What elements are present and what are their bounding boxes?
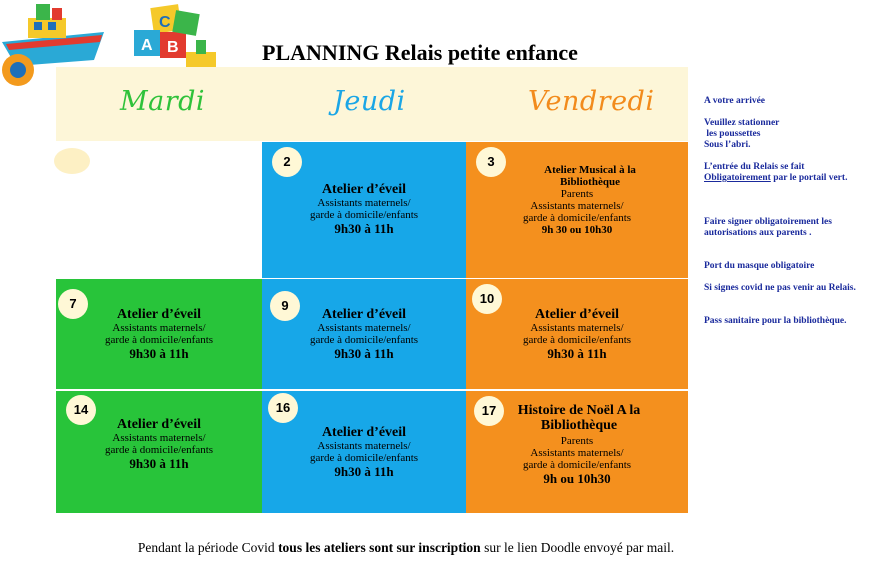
activity-title: Atelier d’éveil	[321, 425, 407, 440]
footer-note	[0, 540, 812, 556]
activity-audience: garde à domicile/enfants	[309, 334, 419, 346]
day-label-vendredi: Vendredi	[528, 86, 655, 117]
note-mask: Port du masque obligatoire	[704, 261, 815, 271]
svg-text:B: B	[167, 39, 179, 56]
activity-audience: Assistants maternels/	[317, 197, 411, 209]
activity-time: 9h30 à 11h	[129, 346, 189, 361]
note-covid: Si signes covid ne pas venir au Relais.	[704, 283, 856, 293]
activity-audience: garde à domicile/enfants	[522, 334, 632, 346]
activity-time: 9h30 à 11h	[334, 346, 394, 361]
note-line: les poussettes	[704, 129, 761, 139]
activity-title: Atelier d’éveil	[116, 307, 202, 322]
note-arrival: A votre arrivée	[704, 96, 766, 106]
activity-audience: Parents	[560, 188, 594, 200]
day-number-badge: 3	[476, 147, 506, 177]
activity-audience: Assistants maternels/	[317, 440, 411, 452]
calendar-cell	[262, 142, 466, 278]
activity-title: Atelier Musical à la Bibliothèque	[544, 164, 636, 188]
note-parking	[704, 118, 864, 151]
activity-audience: Assistants maternels/	[112, 432, 206, 444]
svg-text:C: C	[159, 14, 171, 31]
activity-audience: garde à domicile/enfants	[522, 212, 632, 224]
day-label-jeudi: Jeudi	[333, 86, 406, 117]
activity-title: Histoire de Noël A la Bibliothèque	[517, 403, 641, 433]
activity-time: 9h30 à 11h	[334, 221, 394, 236]
day-number-badge: 10	[472, 284, 502, 314]
activity-time: 9h ou 10h30	[543, 471, 611, 486]
footer-text: sur le lien Doodle envoyé par mail.	[480, 540, 675, 555]
activity-audience: garde à domicile/enfants	[104, 444, 214, 456]
day-number-badge: 17	[474, 396, 504, 426]
activity-audience: Parents	[560, 435, 594, 447]
activity-title: Atelier d’éveil	[534, 307, 620, 322]
note-line: Veuillez stationner	[704, 118, 780, 128]
activity-title: Atelier d’éveil	[321, 182, 407, 197]
calendar-cell	[466, 279, 688, 389]
day-label-mardi: Mardi	[120, 86, 206, 117]
decorative-blob	[54, 148, 90, 174]
note-entry	[704, 162, 864, 184]
svg-text:A: A	[141, 37, 153, 54]
note-line: L’entrée du Relais se fait	[704, 162, 805, 172]
activity-time: 9h30 à 11h	[547, 346, 607, 361]
day-number-badge: 9	[270, 291, 300, 321]
activity-audience: garde à domicile/enfants	[309, 452, 419, 464]
note-line: par le portail vert.	[770, 173, 848, 183]
calendar-cell	[56, 279, 262, 389]
day-number-badge: 14	[66, 395, 96, 425]
activity-audience: Assistants maternels/	[530, 447, 624, 459]
activity-audience: Assistants maternels/	[112, 322, 206, 334]
activity-audience: Assistants maternels/	[530, 322, 624, 334]
note-authorisations: Faire signer obligatoirement les autorisations aux parents .	[704, 217, 832, 238]
note-pass: Pass sanitaire pour la bibliothèque.	[704, 316, 847, 326]
activity-audience: Assistants maternels/	[530, 200, 624, 212]
activity-time: 9h30 à 11h	[334, 464, 394, 479]
calendar-cell	[56, 391, 262, 513]
footer-emphasis: tous les ateliers sont sur inscription	[278, 540, 481, 555]
page-title: PLANNING Relais petite enfance	[262, 40, 578, 65]
activity-audience: garde à domicile/enfants	[309, 209, 419, 221]
calendar-cell	[466, 391, 688, 513]
day-number-badge: 2	[272, 147, 302, 177]
day-number-badge: 16	[268, 393, 298, 423]
activity-time: 9h30 à 11h	[129, 456, 189, 471]
activity-audience: Assistants maternels/	[317, 322, 411, 334]
note-line: Sous l’abri.	[704, 140, 751, 150]
activity-title: Atelier d’éveil	[116, 417, 202, 432]
activity-title: Atelier d’éveil	[321, 307, 407, 322]
note-emphasis: Obligatoirement	[704, 173, 771, 183]
activity-audience: garde à domicile/enfants	[522, 459, 632, 471]
calendar-cell	[466, 142, 688, 278]
footer-text: Pendant la période Covid	[137, 540, 279, 555]
activity-audience: garde à domicile/enfants	[104, 334, 214, 346]
activity-time: 9h 30 ou 10h30	[541, 224, 613, 236]
day-number-badge: 7	[58, 289, 88, 319]
calendar-cell	[262, 279, 466, 389]
calendar-cell	[262, 391, 466, 513]
